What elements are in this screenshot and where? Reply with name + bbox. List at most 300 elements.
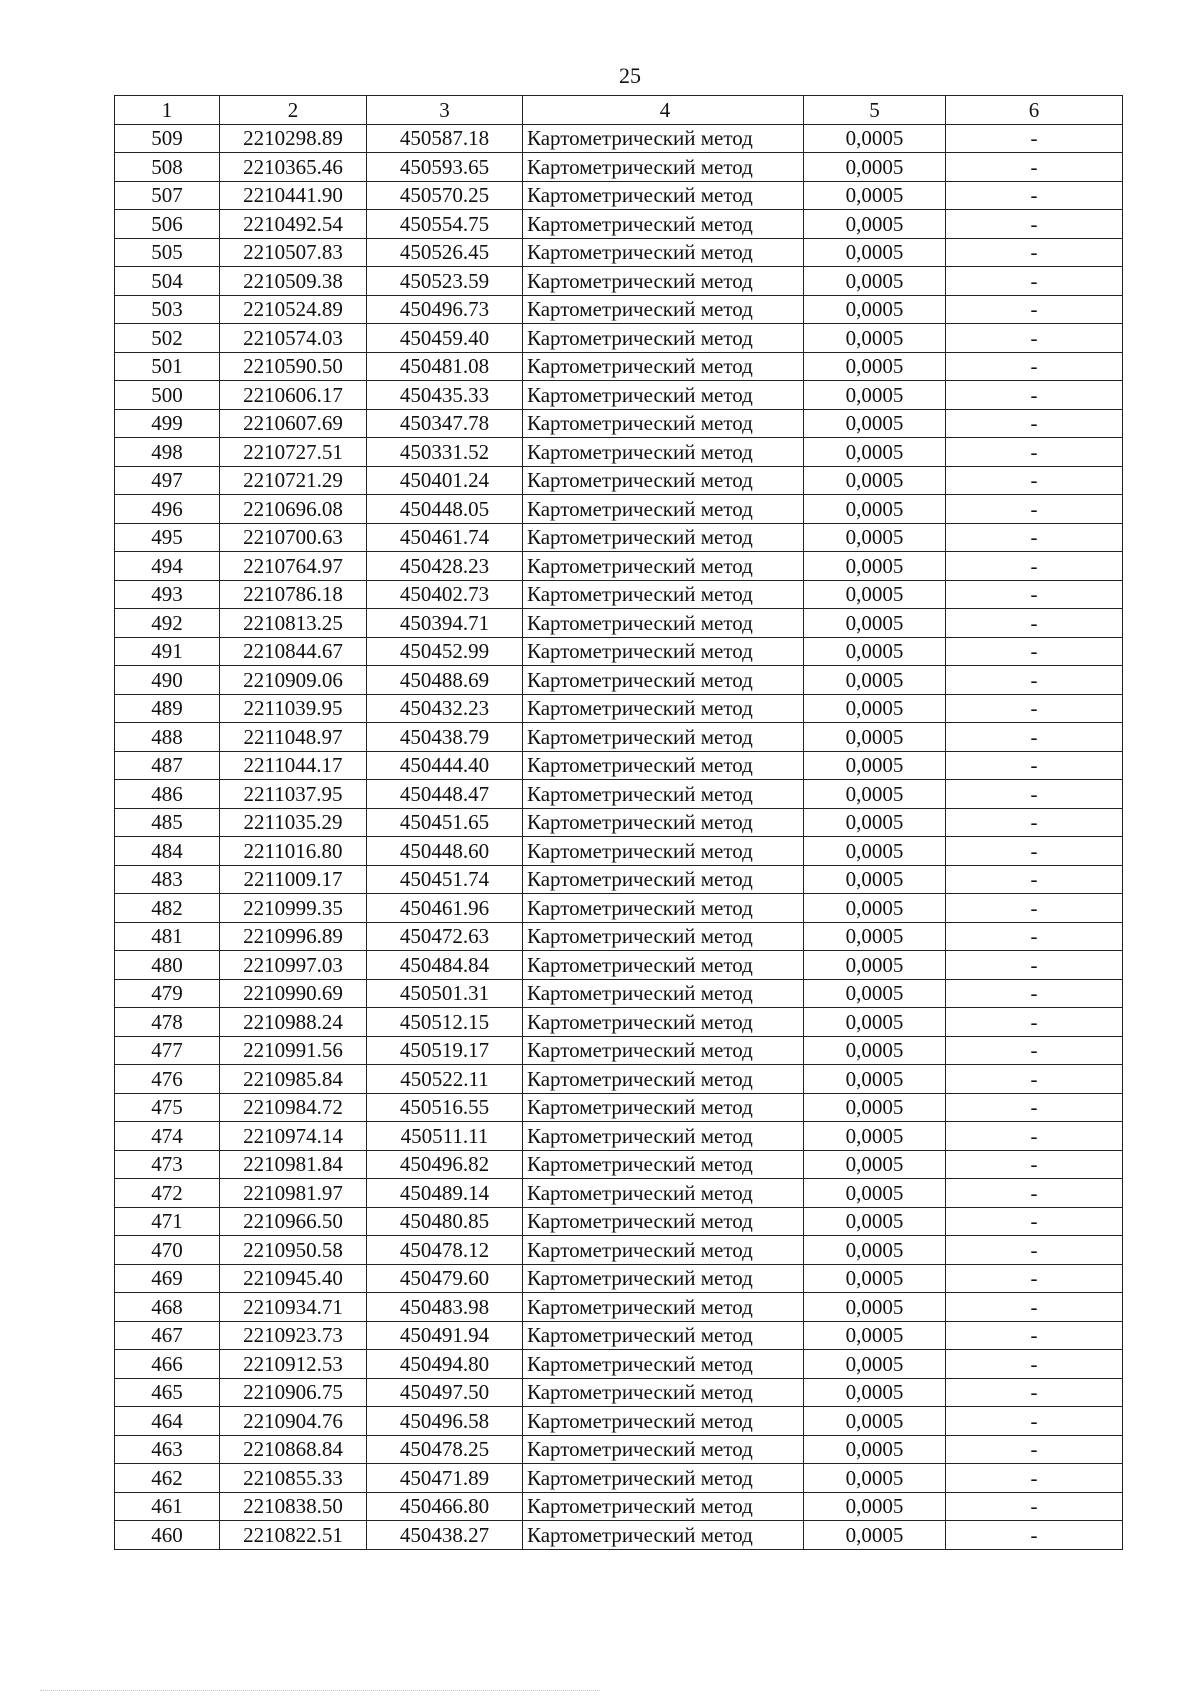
accuracy-cell: 0,0005 (804, 267, 946, 296)
x-coordinate-cell: 2210923.73 (220, 1321, 367, 1350)
y-coordinate-cell: 450448.47 (367, 780, 523, 809)
accuracy-cell: 0,0005 (804, 1036, 946, 1065)
accuracy-cell: 0,0005 (804, 1150, 946, 1179)
x-coordinate-cell: 2210844.67 (220, 637, 367, 666)
x-coordinate-cell: 2210912.53 (220, 1350, 367, 1379)
y-coordinate-cell: 450497.50 (367, 1378, 523, 1407)
y-coordinate-cell: 450331.52 (367, 438, 523, 467)
table-row (115, 922, 1123, 951)
accuracy-cell: 0,0005 (804, 1008, 946, 1037)
note-cell: - (946, 1179, 1123, 1208)
accuracy-cell: 0,0005 (804, 495, 946, 524)
y-coordinate-cell: 450481.08 (367, 352, 523, 381)
method-cell: Картометрический метод (523, 922, 804, 951)
accuracy-cell: 0,0005 (804, 723, 946, 752)
method-cell: Картометрический метод (523, 865, 804, 894)
note-cell: - (946, 609, 1123, 638)
method-cell: Картометрический метод (523, 438, 804, 467)
y-coordinate-cell: 450448.60 (367, 837, 523, 866)
x-coordinate-cell: 2210909.06 (220, 666, 367, 695)
table-row (115, 153, 1123, 182)
point-number-cell: 487 (115, 751, 220, 780)
accuracy-cell: 0,0005 (804, 210, 946, 239)
table-row (115, 466, 1123, 495)
table-row (115, 1521, 1123, 1550)
accuracy-cell: 0,0005 (804, 780, 946, 809)
method-cell: Картометрический метод (523, 552, 804, 581)
method-cell: Картометрический метод (523, 1435, 804, 1464)
note-cell: - (946, 979, 1123, 1008)
method-cell: Картометрический метод (523, 808, 804, 837)
method-cell: Картометрический метод (523, 580, 804, 609)
note-cell: - (946, 894, 1123, 923)
coordinates-table (114, 95, 1123, 1550)
note-cell: - (946, 238, 1123, 267)
point-number-cell: 479 (115, 979, 220, 1008)
accuracy-cell: 0,0005 (804, 894, 946, 923)
note-cell: - (946, 1521, 1123, 1550)
accuracy-cell: 0,0005 (804, 153, 946, 182)
table-row (115, 780, 1123, 809)
accuracy-cell: 0,0005 (804, 865, 946, 894)
x-coordinate-cell: 2210950.58 (220, 1236, 367, 1265)
point-number-cell: 486 (115, 780, 220, 809)
note-cell: - (946, 1264, 1123, 1293)
y-coordinate-cell: 450435.33 (367, 381, 523, 410)
table-row (115, 1150, 1123, 1179)
note-cell: - (946, 1293, 1123, 1322)
table-row (115, 951, 1123, 980)
table-row (115, 808, 1123, 837)
method-cell: Картометрический метод (523, 124, 804, 153)
point-number-cell: 466 (115, 1350, 220, 1379)
accuracy-cell: 0,0005 (804, 808, 946, 837)
accuracy-cell: 0,0005 (804, 609, 946, 638)
y-coordinate-cell: 450448.05 (367, 495, 523, 524)
table-row (115, 723, 1123, 752)
y-coordinate-cell: 450461.96 (367, 894, 523, 923)
method-cell: Картометрический метод (523, 1350, 804, 1379)
table-row (115, 1236, 1123, 1265)
y-coordinate-cell: 450519.17 (367, 1036, 523, 1065)
note-cell: - (946, 666, 1123, 695)
method-cell: Картометрический метод (523, 238, 804, 267)
point-number-cell: 503 (115, 295, 220, 324)
y-coordinate-cell: 450587.18 (367, 124, 523, 153)
x-coordinate-cell: 2210868.84 (220, 1435, 367, 1464)
note-cell: - (946, 324, 1123, 353)
y-coordinate-cell: 450496.58 (367, 1407, 523, 1436)
table-row (115, 894, 1123, 923)
point-number-cell: 463 (115, 1435, 220, 1464)
point-number-cell: 473 (115, 1150, 220, 1179)
point-number-cell: 474 (115, 1122, 220, 1151)
table-row (115, 352, 1123, 381)
method-cell: Картометрический метод (523, 1293, 804, 1322)
point-number-cell: 488 (115, 723, 220, 752)
accuracy-cell: 0,0005 (804, 666, 946, 695)
method-cell: Картометрический метод (523, 153, 804, 182)
y-coordinate-cell: 450347.78 (367, 409, 523, 438)
point-number-cell: 497 (115, 466, 220, 495)
y-coordinate-cell: 450512.15 (367, 1008, 523, 1037)
accuracy-cell: 0,0005 (804, 694, 946, 723)
table-row (115, 1492, 1123, 1521)
y-coordinate-cell: 450522.11 (367, 1065, 523, 1094)
table-row (115, 1350, 1123, 1379)
method-cell: Картометрический метод (523, 324, 804, 353)
x-coordinate-cell: 2210298.89 (220, 124, 367, 153)
y-coordinate-cell: 450428.23 (367, 552, 523, 581)
method-cell: Картометрический метод (523, 1207, 804, 1236)
method-cell: Картометрический метод (523, 694, 804, 723)
note-cell: - (946, 552, 1123, 581)
y-coordinate-cell: 450570.25 (367, 181, 523, 210)
method-cell: Картометрический метод (523, 1150, 804, 1179)
note-cell: - (946, 1464, 1123, 1493)
point-number-cell: 478 (115, 1008, 220, 1037)
note-cell: - (946, 1122, 1123, 1151)
accuracy-cell: 0,0005 (804, 1065, 946, 1094)
table-row (115, 609, 1123, 638)
y-coordinate-cell: 450451.74 (367, 865, 523, 894)
accuracy-cell: 0,0005 (804, 552, 946, 581)
x-coordinate-cell: 2210990.69 (220, 979, 367, 1008)
method-cell: Картометрический метод (523, 1065, 804, 1094)
x-coordinate-cell: 2211035.29 (220, 808, 367, 837)
accuracy-cell: 0,0005 (804, 1521, 946, 1550)
table-row (115, 580, 1123, 609)
method-cell: Картометрический метод (523, 1036, 804, 1065)
note-cell: - (946, 951, 1123, 980)
note-cell: - (946, 1236, 1123, 1265)
note-cell: - (946, 210, 1123, 239)
accuracy-cell: 0,0005 (804, 295, 946, 324)
method-cell: Картометрический метод (523, 894, 804, 923)
x-coordinate-cell: 2210966.50 (220, 1207, 367, 1236)
accuracy-cell: 0,0005 (804, 1378, 946, 1407)
y-coordinate-cell: 450438.27 (367, 1521, 523, 1550)
note-cell: - (946, 1492, 1123, 1521)
table-row (115, 1321, 1123, 1350)
note-cell: - (946, 523, 1123, 552)
note-cell: - (946, 267, 1123, 296)
accuracy-cell: 0,0005 (804, 124, 946, 153)
y-coordinate-cell: 450461.74 (367, 523, 523, 552)
y-coordinate-cell: 450494.80 (367, 1350, 523, 1379)
method-cell: Картометрический метод (523, 495, 804, 524)
x-coordinate-cell: 2210524.89 (220, 295, 367, 324)
table-row (115, 637, 1123, 666)
accuracy-cell: 0,0005 (804, 409, 946, 438)
method-cell: Картометрический метод (523, 1122, 804, 1151)
method-cell: Картометрический метод (523, 295, 804, 324)
point-number-cell: 502 (115, 324, 220, 353)
x-coordinate-cell: 2210838.50 (220, 1492, 367, 1521)
y-coordinate-cell: 450489.14 (367, 1179, 523, 1208)
table-row (115, 694, 1123, 723)
accuracy-cell: 0,0005 (804, 1236, 946, 1265)
table-row (115, 1122, 1123, 1151)
accuracy-cell: 0,0005 (804, 324, 946, 353)
table-row (115, 1065, 1123, 1094)
point-number-cell: 501 (115, 352, 220, 381)
note-cell: - (946, 352, 1123, 381)
note-cell: - (946, 1350, 1123, 1379)
point-number-cell: 470 (115, 1236, 220, 1265)
point-number-cell: 495 (115, 523, 220, 552)
column-header: 5 (804, 96, 946, 125)
point-number-cell: 498 (115, 438, 220, 467)
method-cell: Картометрический метод (523, 1378, 804, 1407)
method-cell: Картометрический метод (523, 979, 804, 1008)
accuracy-cell: 0,0005 (804, 1264, 946, 1293)
note-cell: - (946, 381, 1123, 410)
method-cell: Картометрический метод (523, 951, 804, 980)
y-coordinate-cell: 450452.99 (367, 637, 523, 666)
note-cell: - (946, 1321, 1123, 1350)
table-row (115, 751, 1123, 780)
accuracy-cell: 0,0005 (804, 1321, 946, 1350)
point-number-cell: 509 (115, 124, 220, 153)
point-number-cell: 476 (115, 1065, 220, 1094)
x-coordinate-cell: 2210696.08 (220, 495, 367, 524)
y-coordinate-cell: 450432.23 (367, 694, 523, 723)
note-cell: - (946, 124, 1123, 153)
table-row (115, 666, 1123, 695)
table-row (115, 409, 1123, 438)
note-cell: - (946, 1435, 1123, 1464)
table-row (115, 1378, 1123, 1407)
x-coordinate-cell: 2211016.80 (220, 837, 367, 866)
table-row (115, 1293, 1123, 1322)
y-coordinate-cell: 450483.98 (367, 1293, 523, 1322)
table-row (115, 1435, 1123, 1464)
method-cell: Картометрический метод (523, 780, 804, 809)
y-coordinate-cell: 450480.85 (367, 1207, 523, 1236)
y-coordinate-cell: 450516.55 (367, 1093, 523, 1122)
note-cell: - (946, 837, 1123, 866)
accuracy-cell: 0,0005 (804, 238, 946, 267)
accuracy-cell: 0,0005 (804, 1492, 946, 1521)
y-coordinate-cell: 450478.25 (367, 1435, 523, 1464)
note-cell: - (946, 1093, 1123, 1122)
x-coordinate-cell: 2211044.17 (220, 751, 367, 780)
method-cell: Картометрический метод (523, 210, 804, 239)
accuracy-cell: 0,0005 (804, 381, 946, 410)
y-coordinate-cell: 450438.79 (367, 723, 523, 752)
accuracy-cell: 0,0005 (804, 1207, 946, 1236)
method-cell: Картометрический метод (523, 837, 804, 866)
x-coordinate-cell: 2210981.97 (220, 1179, 367, 1208)
point-number-cell: 490 (115, 666, 220, 695)
note-cell: - (946, 181, 1123, 210)
method-cell: Картометрический метод (523, 1093, 804, 1122)
point-number-cell: 485 (115, 808, 220, 837)
note-cell: - (946, 295, 1123, 324)
point-number-cell: 489 (115, 694, 220, 723)
note-cell: - (946, 466, 1123, 495)
x-coordinate-cell: 2210492.54 (220, 210, 367, 239)
method-cell: Картометрический метод (523, 1521, 804, 1550)
accuracy-cell: 0,0005 (804, 1122, 946, 1151)
y-coordinate-cell: 450459.40 (367, 324, 523, 353)
column-header: 3 (367, 96, 523, 125)
method-cell: Картометрический метод (523, 751, 804, 780)
x-coordinate-cell: 2210721.29 (220, 466, 367, 495)
note-cell: - (946, 1008, 1123, 1037)
point-number-cell: 493 (115, 580, 220, 609)
x-coordinate-cell: 2210934.71 (220, 1293, 367, 1322)
note-cell: - (946, 409, 1123, 438)
y-coordinate-cell: 450501.31 (367, 979, 523, 1008)
method-cell: Картометрический метод (523, 181, 804, 210)
table-row (115, 210, 1123, 239)
table-header-row (115, 96, 1123, 125)
note-cell: - (946, 637, 1123, 666)
x-coordinate-cell: 2210906.75 (220, 1378, 367, 1407)
x-coordinate-cell: 2211039.95 (220, 694, 367, 723)
table-row (115, 552, 1123, 581)
table-row (115, 267, 1123, 296)
point-number-cell: 472 (115, 1179, 220, 1208)
method-cell: Картометрический метод (523, 1464, 804, 1493)
note-cell: - (946, 1065, 1123, 1094)
table-row (115, 1008, 1123, 1037)
point-number-cell: 475 (115, 1093, 220, 1122)
method-cell: Картометрический метод (523, 381, 804, 410)
note-cell: - (946, 694, 1123, 723)
y-coordinate-cell: 450479.60 (367, 1264, 523, 1293)
point-number-cell: 492 (115, 609, 220, 638)
point-number-cell: 504 (115, 267, 220, 296)
method-cell: Картометрический метод (523, 1492, 804, 1521)
x-coordinate-cell: 2210365.46 (220, 153, 367, 182)
table-row (115, 324, 1123, 353)
accuracy-cell: 0,0005 (804, 1435, 946, 1464)
x-coordinate-cell: 2210945.40 (220, 1264, 367, 1293)
method-cell: Картометрический метод (523, 1321, 804, 1350)
method-cell: Картометрический метод (523, 1236, 804, 1265)
x-coordinate-cell: 2210985.84 (220, 1065, 367, 1094)
point-number-cell: 496 (115, 495, 220, 524)
x-coordinate-cell: 2211009.17 (220, 865, 367, 894)
accuracy-cell: 0,0005 (804, 637, 946, 666)
y-coordinate-cell: 450444.40 (367, 751, 523, 780)
y-coordinate-cell: 450526.45 (367, 238, 523, 267)
x-coordinate-cell: 2210441.90 (220, 181, 367, 210)
note-cell: - (946, 865, 1123, 894)
accuracy-cell: 0,0005 (804, 922, 946, 951)
accuracy-cell: 0,0005 (804, 1464, 946, 1493)
accuracy-cell: 0,0005 (804, 466, 946, 495)
x-coordinate-cell: 2210988.24 (220, 1008, 367, 1037)
column-header: 4 (523, 96, 804, 125)
method-cell: Картометрический метод (523, 637, 804, 666)
accuracy-cell: 0,0005 (804, 580, 946, 609)
y-coordinate-cell: 450523.59 (367, 267, 523, 296)
x-coordinate-cell: 2210727.51 (220, 438, 367, 467)
x-coordinate-cell: 2210904.76 (220, 1407, 367, 1436)
accuracy-cell: 0,0005 (804, 523, 946, 552)
accuracy-cell: 0,0005 (804, 979, 946, 1008)
x-coordinate-cell: 2210996.89 (220, 922, 367, 951)
point-number-cell: 469 (115, 1264, 220, 1293)
x-coordinate-cell: 2210607.69 (220, 409, 367, 438)
point-number-cell: 508 (115, 153, 220, 182)
point-number-cell: 480 (115, 951, 220, 980)
table-row (115, 865, 1123, 894)
method-cell: Картометрический метод (523, 352, 804, 381)
table-row (115, 495, 1123, 524)
x-coordinate-cell: 2210590.50 (220, 352, 367, 381)
x-coordinate-cell: 2210855.33 (220, 1464, 367, 1493)
x-coordinate-cell: 2210786.18 (220, 580, 367, 609)
method-cell: Картометрический метод (523, 267, 804, 296)
table-row (115, 438, 1123, 467)
x-coordinate-cell: 2210606.17 (220, 381, 367, 410)
method-cell: Картометрический метод (523, 666, 804, 695)
accuracy-cell: 0,0005 (804, 837, 946, 866)
point-number-cell: 460 (115, 1521, 220, 1550)
method-cell: Картометрический метод (523, 723, 804, 752)
x-coordinate-cell: 2210999.35 (220, 894, 367, 923)
point-number-cell: 468 (115, 1293, 220, 1322)
x-coordinate-cell: 2211037.95 (220, 780, 367, 809)
table-row (115, 1464, 1123, 1493)
table-row (115, 1407, 1123, 1436)
column-header: 1 (115, 96, 220, 125)
point-number-cell: 494 (115, 552, 220, 581)
x-coordinate-cell: 2211048.97 (220, 723, 367, 752)
y-coordinate-cell: 450488.69 (367, 666, 523, 695)
method-cell: Картометрический метод (523, 523, 804, 552)
accuracy-cell: 0,0005 (804, 181, 946, 210)
table-row (115, 381, 1123, 410)
x-coordinate-cell: 2210507.83 (220, 238, 367, 267)
column-header: 2 (220, 96, 367, 125)
point-number-cell: 462 (115, 1464, 220, 1493)
y-coordinate-cell: 450471.89 (367, 1464, 523, 1493)
table-row (115, 1093, 1123, 1122)
y-coordinate-cell: 450496.82 (367, 1150, 523, 1179)
accuracy-cell: 0,0005 (804, 438, 946, 467)
y-coordinate-cell: 450511.11 (367, 1122, 523, 1151)
x-coordinate-cell: 2210981.84 (220, 1150, 367, 1179)
table-row (115, 1179, 1123, 1208)
point-number-cell: 461 (115, 1492, 220, 1521)
x-coordinate-cell: 2210574.03 (220, 324, 367, 353)
note-cell: - (946, 1150, 1123, 1179)
note-cell: - (946, 580, 1123, 609)
y-coordinate-cell: 450401.24 (367, 466, 523, 495)
y-coordinate-cell: 450484.84 (367, 951, 523, 980)
note-cell: - (946, 780, 1123, 809)
point-number-cell: 477 (115, 1036, 220, 1065)
note-cell: - (946, 495, 1123, 524)
table-row (115, 238, 1123, 267)
x-coordinate-cell: 2210991.56 (220, 1036, 367, 1065)
y-coordinate-cell: 450491.94 (367, 1321, 523, 1350)
method-cell: Картометрический метод (523, 609, 804, 638)
note-cell: - (946, 723, 1123, 752)
note-cell: - (946, 1407, 1123, 1436)
x-coordinate-cell: 2210764.97 (220, 552, 367, 581)
point-number-cell: 467 (115, 1321, 220, 1350)
x-coordinate-cell: 2210813.25 (220, 609, 367, 638)
note-cell: - (946, 1036, 1123, 1065)
accuracy-cell: 0,0005 (804, 1407, 946, 1436)
